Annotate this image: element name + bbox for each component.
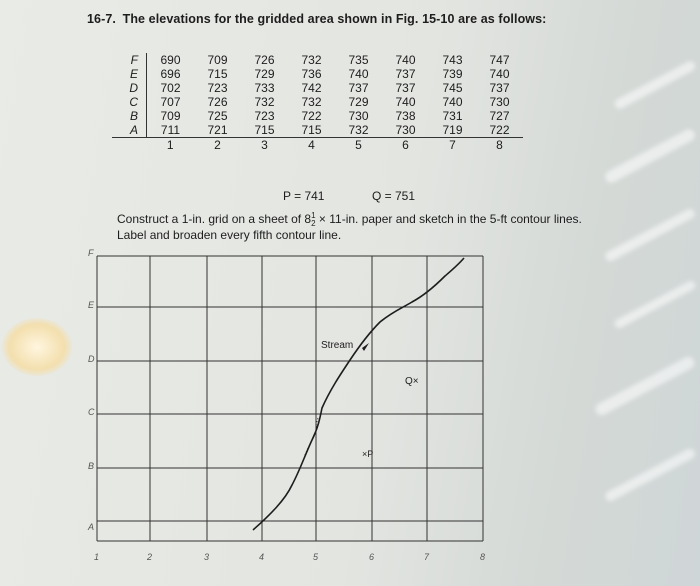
row-label: A xyxy=(112,123,147,138)
figure-column-label: 1 xyxy=(94,552,100,562)
problem-number: 16-7. xyxy=(87,12,116,26)
elevation-cell: 731 xyxy=(442,109,463,123)
stream-arrow xyxy=(362,343,369,351)
elevation-cell: 702 xyxy=(160,81,181,95)
elevation-cell: 730 xyxy=(348,109,369,123)
elevation-cell: 733 xyxy=(254,81,275,95)
fraction-denominator: 2 xyxy=(311,219,316,228)
elevation-cell: 742 xyxy=(301,81,322,95)
elevation-cell: 715 xyxy=(288,123,335,138)
elevation-cell: 709 xyxy=(160,109,181,123)
elevation-cell: 743 xyxy=(442,53,463,67)
elevation-cell: 707 xyxy=(160,95,181,109)
elevation-cell: 737 xyxy=(489,81,510,95)
elevation-cell: 723 xyxy=(207,81,228,95)
instruction-line1-a: Construct a 1-in. grid on a sheet of 8 xyxy=(117,212,312,227)
elevation-cell: 737 xyxy=(395,81,416,95)
figure-column-label: 6 xyxy=(369,552,375,562)
column-number: 1 xyxy=(166,138,174,152)
elevation-cell: 729 xyxy=(348,95,369,109)
elevation-cell: 727 xyxy=(489,109,510,123)
elevation-cell: 709 xyxy=(207,53,228,67)
elevation-cell: 732 xyxy=(254,95,275,109)
elevation-cell: 740 xyxy=(395,95,416,109)
elevation-cell: 740 xyxy=(442,95,463,109)
figure-row-label: E xyxy=(88,300,95,310)
figure-column-label: 4 xyxy=(259,552,265,562)
elevation-cell: 737 xyxy=(395,67,416,81)
stream-dots xyxy=(262,297,420,522)
elevation-cell: 726 xyxy=(207,95,228,109)
q-point-marker: Q× xyxy=(405,376,419,387)
elevation-cell: 711 xyxy=(147,123,195,138)
figure-row-label: C xyxy=(88,407,95,417)
figure-column-label: 7 xyxy=(424,552,430,562)
instruction-line2: Label and broaden every fifth contour line. xyxy=(117,228,342,242)
elevation-cell: 722 xyxy=(476,123,523,138)
figure-column-label: 3 xyxy=(204,552,210,562)
column-number: 3 xyxy=(261,138,268,152)
elevation-cell: 715 xyxy=(241,123,288,138)
elevation-cell: 725 xyxy=(207,109,228,123)
fraction-numerator: 1 xyxy=(311,211,316,220)
figure-column-label: 2 xyxy=(147,552,153,562)
figure-column-label: 8 xyxy=(480,552,486,562)
elevation-cell: 747 xyxy=(489,53,510,67)
instruction-line1-b: × 11-in. paper and sketch in the 5-ft contour lines. xyxy=(315,212,582,227)
elevation-cell: 721 xyxy=(194,123,241,138)
figure-row-label: D xyxy=(88,354,95,364)
figure-row-label: F xyxy=(88,248,94,258)
row-label: F xyxy=(112,53,147,67)
row-label: D xyxy=(112,81,147,95)
elevation-cell: 745 xyxy=(442,81,463,95)
elevation-cell: 739 xyxy=(442,67,463,81)
elevation-cell: 719 xyxy=(429,123,476,138)
figure-column-label: 5 xyxy=(313,552,319,562)
elevation-cell: 715 xyxy=(207,67,228,81)
p-value: P = 741 xyxy=(283,189,325,203)
elevation-cell: 730 xyxy=(382,123,429,138)
column-number: 7 xyxy=(449,138,456,152)
elevation-cell: 696 xyxy=(160,67,181,81)
figure-row-label: B xyxy=(88,461,95,471)
elevation-cell: 732 xyxy=(301,95,322,109)
column-number: 4 xyxy=(308,138,315,152)
elevation-cell: 732 xyxy=(335,123,382,138)
elevation-cell: 723 xyxy=(254,109,275,123)
q-value: Q = 751 xyxy=(372,189,416,203)
stream-line xyxy=(253,258,464,530)
column-number: 5 xyxy=(355,138,362,152)
column-number: 8 xyxy=(496,138,503,152)
elevation-cell: 736 xyxy=(301,67,322,81)
elevation-cell: 722 xyxy=(301,109,322,123)
elevation-cell: 735 xyxy=(348,53,369,67)
row-label: E xyxy=(112,67,147,81)
elevation-cell: 738 xyxy=(395,109,416,123)
stream-label: Stream xyxy=(321,340,354,351)
column-number: 6 xyxy=(402,138,409,152)
elevation-cell: 729 xyxy=(254,67,275,81)
problem-text: The elevations for the gridded area shown in Fig. 15-10 are as follows: xyxy=(122,12,547,26)
elevation-cell: 732 xyxy=(301,53,322,67)
elevation-cell: 690 xyxy=(160,53,181,67)
elevation-cell: 730 xyxy=(489,95,510,109)
elevation-cell: 740 xyxy=(348,67,369,81)
row-label: C xyxy=(112,95,147,109)
elevation-cell: 740 xyxy=(395,53,416,67)
column-number: 2 xyxy=(214,138,221,152)
figure-row-label: A xyxy=(88,522,95,532)
elevation-cell: 740 xyxy=(489,67,510,81)
elevation-cell: 737 xyxy=(348,81,369,95)
p-point-marker: ×P xyxy=(362,449,374,459)
row-label: B xyxy=(112,109,147,123)
elevation-cell: 726 xyxy=(254,53,275,67)
